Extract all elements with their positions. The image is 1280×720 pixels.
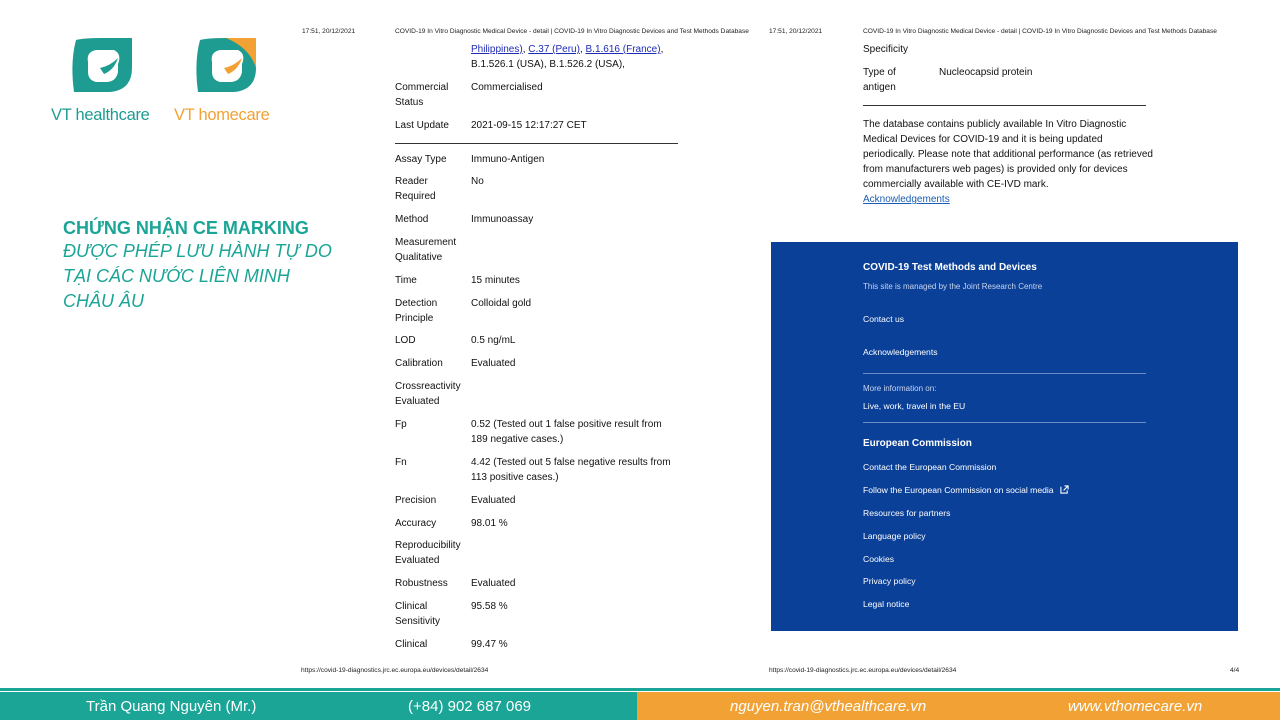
detail-value: Evaluated [471, 358, 516, 369]
detail-value: 99.47 % [471, 639, 508, 650]
detail-label: Method [395, 214, 429, 225]
detail-label: Calibration [395, 358, 443, 369]
section-divider [395, 143, 678, 144]
detail-label: Specificity [863, 44, 909, 55]
detail-label: Assay Type [395, 154, 447, 165]
page-number: 4/4 [1230, 667, 1240, 674]
live-work-travel-link[interactable]: Live, work, travel in the EU [863, 401, 966, 411]
document-page-right [768, 28, 1238, 674]
detail-label: Accuracy [395, 518, 437, 529]
detail-label: Commercial Status [395, 82, 449, 108]
vt-homecare-emblem-icon [190, 32, 260, 102]
external-link-icon [1060, 485, 1069, 494]
contact-name: Trần Quang Nguyên (Mr.) [86, 698, 257, 715]
detail-label: Detection Principle [395, 298, 438, 324]
detail-value: Immuno-Antigen [471, 154, 545, 165]
detail-label: Clinical [395, 639, 428, 650]
variants-separator: , [660, 44, 664, 55]
database-note [863, 117, 1153, 207]
variants-fragment [471, 42, 681, 72]
page-footer-url: https://covid-19-diagnostics.jrc.ec.europa.eu/devices/detail/2634 [769, 667, 957, 674]
site-title: COVID-19 Test Methods and Devices [863, 262, 1037, 273]
detail-label: Last Update [395, 120, 449, 131]
headline-title: CHỨNG NHẬN CE MARKING [63, 218, 309, 238]
detail-value: Evaluated [471, 495, 516, 506]
page-header-title: COVID-19 In Vitro Diagnostic Medical Device - detail | COVID-19 In Vitro Diagnostic Devices and Test Methods Database [395, 28, 749, 35]
detail-value: Nucleocapsid protein [939, 67, 1033, 78]
privacy-policy-link[interactable]: Privacy policy [863, 576, 916, 586]
detail-label: Fp [395, 419, 407, 430]
detail-value: Evaluated [471, 578, 516, 589]
detail-label: Crossreactivity Evaluated [395, 381, 461, 407]
language-policy-link[interactable]: Language policy [863, 531, 926, 541]
social-media-link-label: Follow the European Commission on social media [863, 485, 1054, 495]
contact-website[interactable]: www.vthomecare.vn [1068, 698, 1203, 715]
contact-bar-right [637, 692, 1280, 720]
section-divider [863, 105, 1146, 106]
legal-notice-link[interactable]: Legal notice [863, 599, 910, 609]
detail-value: Immunoassay [471, 214, 534, 225]
vt-healthcare-emblem-icon [66, 32, 136, 102]
vt-healthcare-text: VT healthcare [51, 106, 150, 124]
contact-email[interactable]: nguyen.tran@vthealthcare.vn [730, 698, 927, 715]
detail-label: Type of antigen [863, 67, 896, 93]
contact-bar-accent-line [0, 688, 1280, 691]
variants-separator: , [522, 44, 529, 55]
more-info-label: More information on: [863, 384, 937, 393]
detail-value: 15 minutes [471, 275, 520, 286]
site-managed-text: This site is managed by the Joint Research Centre [863, 282, 1043, 291]
page-header-time: 17:51, 20/12/2021 [302, 28, 356, 35]
variants-rest: B.1.526.1 (USA), B.1.526.2 (USA), [471, 59, 625, 70]
detail-value: 98.01 % [471, 518, 508, 529]
document-page-left [300, 28, 760, 674]
page-header-title: COVID-19 In Vitro Diagnostic Medical Device - detail | COVID-19 In Vitro Diagnostic Devices and Test Methods Database [863, 28, 1217, 35]
vt-homecare-text: VT homecare [174, 106, 270, 124]
detail-label: Precision [395, 495, 437, 506]
variants-separator: , [579, 44, 586, 55]
resources-partners-link[interactable]: Resources for partners [863, 508, 951, 518]
headline-subtitle: ĐƯỢC PHÉP LƯU HÀNH TỰ DO TẠI CÁC NƯỚC LIÊN MINH CHÂU ÂU [63, 241, 332, 311]
database-note-text: The database contains publicly available In Vitro Diagnostic Medical Devices for COVID-19 and it is being updated periodically. Please note that additional performance (as retrieved from manufacturers web pages) is provided only for devices commercially available with CE-IVD mark. [863, 119, 1153, 190]
detail-value: 2021-09-15 12:17:27 CET [471, 120, 587, 131]
contact-ec-link[interactable]: Contact the European Commission [863, 462, 997, 472]
ec-title: European Commission [863, 438, 972, 449]
cookies-link[interactable]: Cookies [863, 554, 895, 564]
detail-label: Clinical Sensitivity [395, 601, 441, 627]
page-header-time: 17:51, 20/12/2021 [769, 28, 823, 35]
detail-value: 0.52 (Tested out 1 false positive result from 189 negative cases.) [471, 419, 662, 445]
eu-site-footer [771, 242, 1238, 631]
page-footer-url: https://covid-19-diagnostics.jrc.ec.europa.eu/devices/detail/2634 [301, 667, 489, 674]
detail-label: Robustness [395, 578, 448, 589]
footer-acknowledgements-link[interactable]: Acknowledgements [863, 347, 938, 357]
contact-us-link[interactable]: Contact us [863, 314, 905, 324]
vt-homecare-logo [172, 32, 292, 127]
contact-bar-left [0, 692, 637, 720]
variant-link-philippines[interactable]: Philippines) [471, 44, 523, 55]
vt-healthcare-logo [48, 32, 168, 127]
detail-value: Commercialised [471, 82, 543, 93]
detail-label: Time [395, 275, 417, 286]
acknowledgements-link[interactable]: Acknowledgements [863, 194, 950, 205]
detail-value: 95.58 % [471, 601, 508, 612]
detail-label: Fn [395, 457, 407, 468]
detail-label: Measurement Qualitative [395, 237, 457, 263]
detail-label: Reader Required [395, 176, 436, 202]
detail-value: 4.42 (Tested out 5 false negative results from 113 positive cases.) [471, 457, 671, 483]
detail-value: No [471, 176, 484, 187]
footer-divider [863, 373, 1146, 374]
contact-phone[interactable]: (+84) 902 687 069 [408, 698, 532, 715]
footer-divider [863, 422, 1146, 423]
variant-link-peru[interactable]: C.37 (Peru) [528, 44, 580, 55]
contact-bar [0, 692, 1280, 720]
detail-label: Reproducibility Evaluated [395, 540, 461, 566]
social-media-link[interactable] [863, 485, 1069, 495]
variant-link-france[interactable]: B.1.616 (France) [585, 44, 661, 55]
detail-value: Colloidal gold [471, 298, 532, 309]
detail-value: 0.5 ng/mL [471, 335, 516, 346]
detail-label: LOD [395, 335, 416, 346]
